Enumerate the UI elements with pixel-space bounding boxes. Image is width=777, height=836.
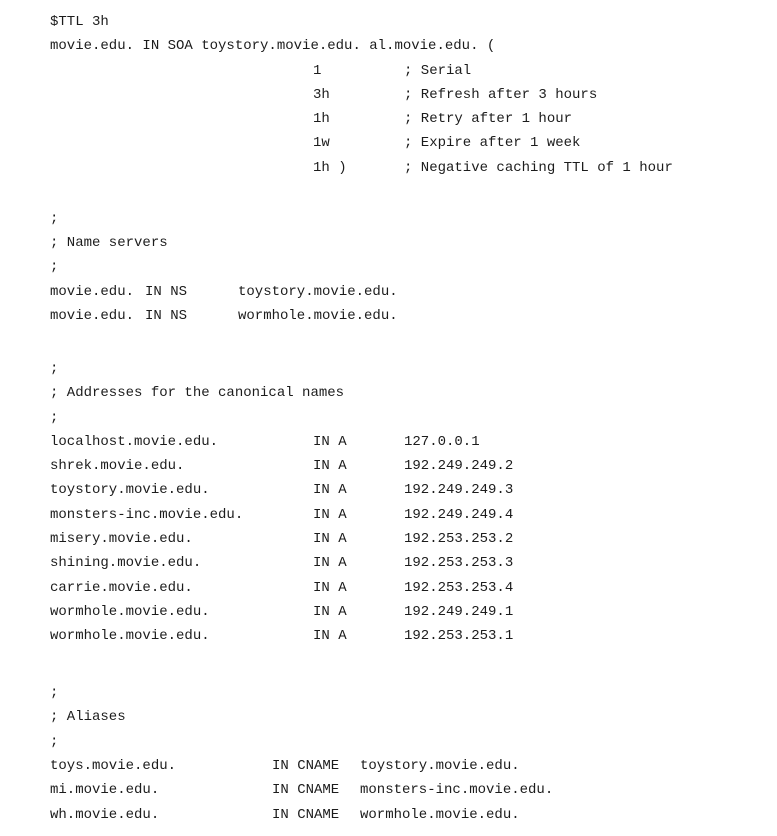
comment-line bbox=[50, 207, 777, 231]
ttl-directive bbox=[50, 10, 777, 34]
soa-field-row bbox=[50, 59, 777, 83]
record-data: 192.249.249.4 bbox=[404, 506, 514, 523]
record-name: monsters-inc.movie.edu. bbox=[50, 506, 244, 523]
section-ns bbox=[50, 207, 777, 328]
record-name: movie.edu. bbox=[50, 307, 135, 324]
comment-marker: ; bbox=[50, 733, 59, 750]
record-data: wormhole.movie.edu. bbox=[238, 307, 398, 324]
record-row bbox=[50, 576, 777, 600]
record-type: IN NS bbox=[145, 307, 188, 324]
record-row bbox=[50, 527, 777, 551]
comment-line bbox=[50, 730, 777, 754]
record-data: 192.249.249.1 bbox=[404, 603, 514, 620]
record-row bbox=[50, 503, 777, 527]
record-name: movie.edu. bbox=[50, 283, 135, 300]
record-name: localhost.movie.edu. bbox=[50, 433, 219, 450]
record-name: wormhole.movie.edu. bbox=[50, 603, 210, 620]
record-type: IN A bbox=[313, 603, 347, 620]
record-data: 192.253.253.3 bbox=[404, 555, 514, 572]
record-row bbox=[50, 304, 777, 328]
soa-header bbox=[50, 34, 777, 58]
record-type: IN A bbox=[313, 433, 347, 450]
comment-line bbox=[50, 255, 777, 279]
record-data: 192.253.253.2 bbox=[404, 531, 514, 548]
soa-field-value: 1h bbox=[313, 111, 330, 128]
comment-marker: ; bbox=[50, 210, 59, 227]
soa-field-comment: ; Negative caching TTL of 1 hour bbox=[404, 159, 673, 176]
record-name: misery.movie.edu. bbox=[50, 531, 193, 548]
soa-field-row bbox=[50, 83, 777, 107]
record-row bbox=[50, 430, 777, 454]
record-type: IN A bbox=[313, 531, 347, 548]
soa-field-row bbox=[50, 107, 777, 131]
record-type: IN A bbox=[313, 579, 347, 596]
record-name: shining.movie.edu. bbox=[50, 555, 202, 572]
soa-field-value: 1 bbox=[313, 62, 322, 79]
soa-field-comment: ; Retry after 1 hour bbox=[404, 111, 573, 128]
record-data: monsters-inc.movie.edu. bbox=[360, 782, 554, 799]
record-type: IN A bbox=[313, 458, 347, 475]
record-row bbox=[50, 551, 777, 575]
record-row bbox=[50, 624, 777, 648]
comment-line bbox=[50, 681, 777, 705]
section-cname bbox=[50, 681, 777, 827]
soa-header-text: movie.edu. IN SOA toystory.movie.edu. al.movie.edu. ( bbox=[50, 38, 496, 55]
record-data: 192.249.249.2 bbox=[404, 458, 514, 475]
record-type: IN CNAME bbox=[272, 758, 340, 775]
record-data: 192.253.253.1 bbox=[404, 628, 514, 645]
record-row bbox=[50, 803, 777, 827]
soa-field-comment: ; Refresh after 3 hours bbox=[404, 86, 598, 103]
record-type: IN A bbox=[313, 628, 347, 645]
record-data: toystory.movie.edu. bbox=[360, 758, 520, 775]
record-row bbox=[50, 778, 777, 802]
record-type: IN NS bbox=[145, 283, 188, 300]
record-name: wormhole.movie.edu. bbox=[50, 628, 210, 645]
record-name: toys.movie.edu. bbox=[50, 758, 177, 775]
record-data: wormhole.movie.edu. bbox=[360, 806, 520, 823]
record-type: IN A bbox=[313, 482, 347, 499]
record-data: 192.249.249.3 bbox=[404, 482, 514, 499]
record-data: toystory.movie.edu. bbox=[238, 283, 398, 300]
record-type: IN CNAME bbox=[272, 806, 340, 823]
section-a bbox=[50, 357, 777, 649]
record-row bbox=[50, 600, 777, 624]
record-row bbox=[50, 754, 777, 778]
section-title bbox=[50, 705, 777, 729]
section-title-text: ; Name servers bbox=[50, 235, 168, 252]
comment-line bbox=[50, 406, 777, 430]
comment-marker: ; bbox=[50, 409, 59, 426]
zone-file-listing bbox=[50, 10, 777, 827]
comment-marker: ; bbox=[50, 360, 59, 377]
comment-line bbox=[50, 357, 777, 381]
record-row bbox=[50, 454, 777, 478]
soa-field-comment: ; Expire after 1 week bbox=[404, 135, 581, 152]
soa-field-value: 1w bbox=[313, 135, 330, 152]
record-name: wh.movie.edu. bbox=[50, 806, 160, 823]
soa-field-comment: ; Serial bbox=[404, 62, 472, 79]
soa-field-row bbox=[50, 156, 777, 180]
comment-marker: ; bbox=[50, 259, 59, 276]
record-type: IN A bbox=[313, 555, 347, 572]
record-row bbox=[50, 478, 777, 502]
section-title bbox=[50, 231, 777, 255]
record-data: 192.253.253.4 bbox=[404, 579, 514, 596]
section-title bbox=[50, 381, 777, 405]
ttl-text: $TTL 3h bbox=[50, 14, 109, 30]
record-name: shrek.movie.edu. bbox=[50, 458, 185, 475]
comment-marker: ; bbox=[50, 685, 59, 702]
record-name: mi.movie.edu. bbox=[50, 782, 160, 799]
soa-field-value: 3h bbox=[313, 86, 330, 103]
record-name: carrie.movie.edu. bbox=[50, 579, 193, 596]
record-data: 127.0.0.1 bbox=[404, 433, 480, 450]
record-name: toystory.movie.edu. bbox=[50, 482, 210, 499]
record-type: IN CNAME bbox=[272, 782, 340, 799]
soa-field-row bbox=[50, 131, 777, 155]
record-row bbox=[50, 280, 777, 304]
section-title-text: ; Aliases bbox=[50, 709, 126, 726]
soa-block bbox=[50, 10, 777, 180]
record-type: IN A bbox=[313, 506, 347, 523]
section-title-text: ; Addresses for the canonical names bbox=[50, 385, 345, 402]
soa-field-value: 1h ) bbox=[313, 159, 347, 176]
